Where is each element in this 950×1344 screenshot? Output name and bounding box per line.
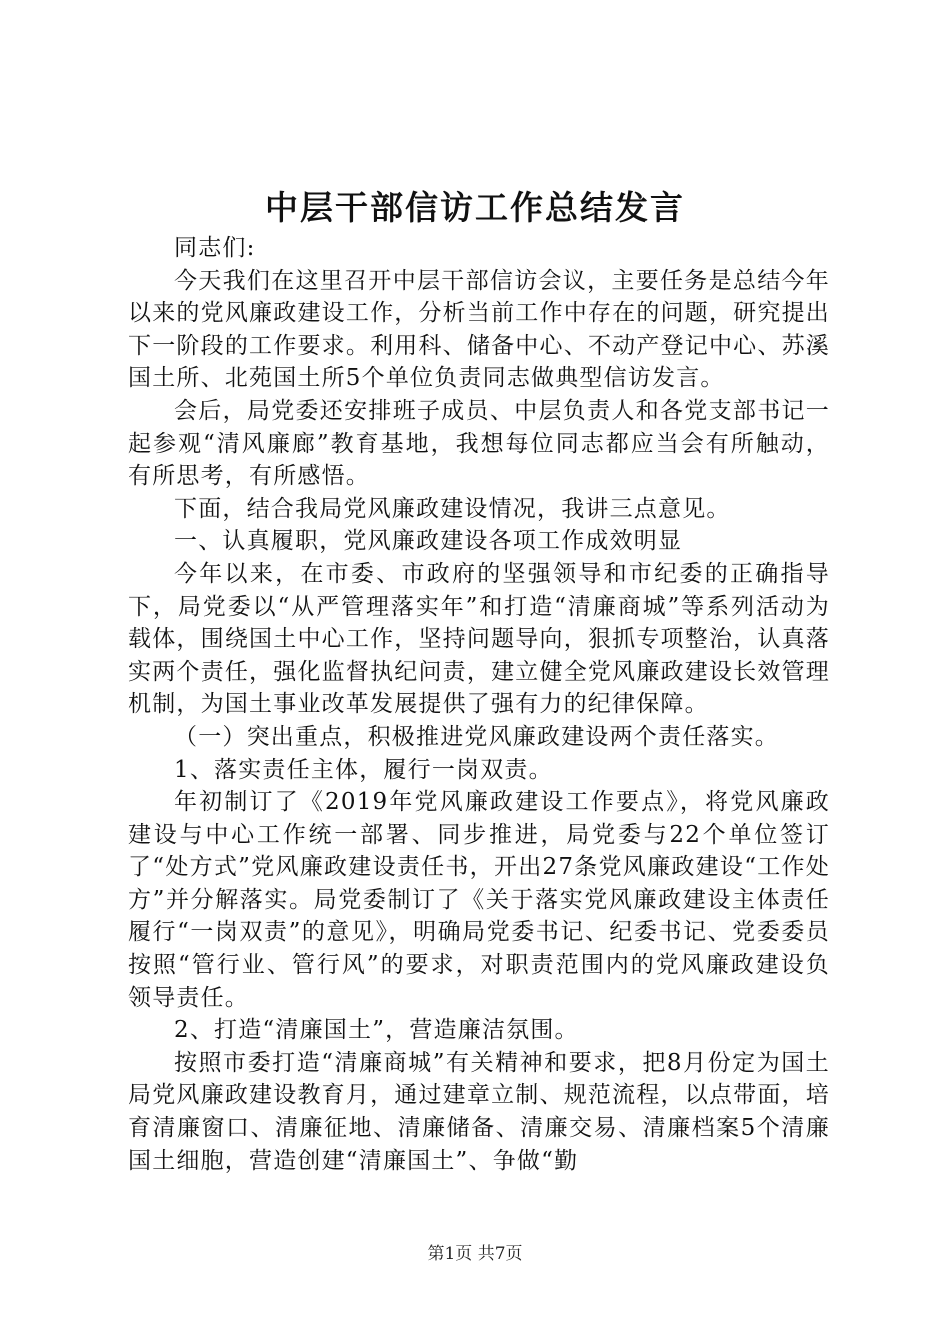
page-footer: 第1页 共7页 [427,1244,523,1264]
subsection-heading: （一）突出重点，积极推进党风廉政建设两个责任落实。 [174,723,779,750]
paragraph: 今天我们在这里召开中层干部信访会议，主要任务是总结今年以来的党风廉政建设工作，分析当前工作中存在的问题，研究提出下一阶段的工作要求。利用科、储备中心、不动产登记中心、苏溪国土所、北苑国土所5个单位负责同志做典型信访发言。 [128,267,830,392]
paragraph: 按照市委打造“清廉商城”有关精神和要求，把8月份定为国土局党风廉政建设教育月，通过建章立制、规范流程，以点带面，培育清廉窗口、清廉征地、清廉储备、清廉交易、清廉档案5个清廉国土细胞，营造创建“清廉国土”、争做“勤 [128,1049,830,1174]
item-heading: 1、落实责任主体，履行一岗双责。 [174,756,553,783]
document-title: 中层干部信访工作总结发言 [265,188,685,227]
item-heading: 2、打造“清廉国土”，营造廉洁氛围。 [174,1017,579,1044]
salutation: 同志们: [174,235,256,261]
paragraph: 会后，局党委还安排班子成员、中层负责人和各党支部书记一起参观“清风廉廊”教育基地，我想每位同志都应当会有所触动，有所思考，有所感悟。 [128,397,830,490]
paragraph: 下面，结合我局党风廉政建设情况，我讲三点意见。 [174,495,731,522]
section-heading: 一、认真履职，党风廉政建设各项工作成效明显 [174,528,683,555]
document-body [128,232,830,1177]
paragraph: 今年以来，在市委、市政府的坚强领导和市纪委的正确指导下，局党委以“从严管理落实年”和打造“清廉商城”等系列活动为载体，围绕国土中心工作，坚持问题导向，狠抓专项整治，认真落实两个责任，强化监督执纪问责，建立健全党风廉政建设长效管理机制，为国土事业改革发展提供了强有力的纪律保障。 [128,560,830,718]
paragraph: 年初制订了《2019年党风廉政建设工作要点》，将党风廉政建设与中心工作统一部署、同步推进，局党委与22个单位签订了“处方式”党风廉政建设责任书，开出27条党风廉政建设“工作处方”并分解落实。局党委制订了《关于落实党风廉政建设主体责任履行“一岗双责”的意见》，明确局党委书记、纪委书记、党委委员按照“管行业、管行风”的要求，对职责范围内的党风廉政建设负领导责任。 [128,789,830,1011]
